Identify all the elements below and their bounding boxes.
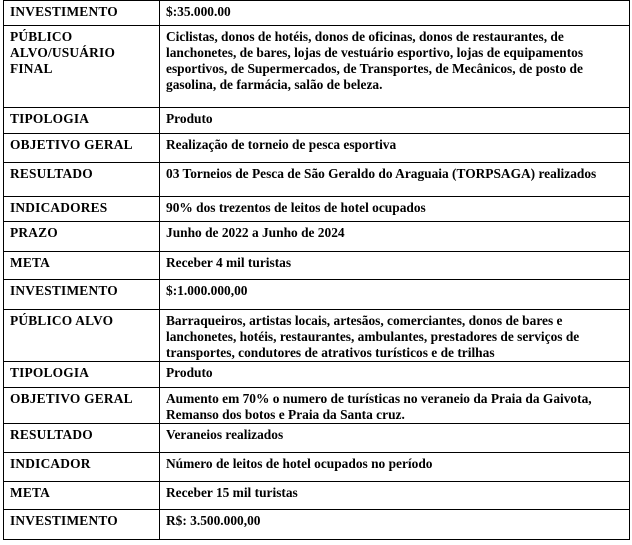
row-value: Veraneios realizados xyxy=(160,424,630,453)
row-label: RESULTADO xyxy=(4,424,160,453)
table-row xyxy=(4,424,630,453)
row-label: META xyxy=(4,252,160,280)
row-value: $:1.000.000,00 xyxy=(160,280,630,310)
table-row xyxy=(4,388,630,424)
row-value: Número de leitos de hotel ocupados no período xyxy=(160,453,630,482)
table-row xyxy=(4,310,630,362)
table-row xyxy=(4,1,630,26)
row-label: RESULTADO xyxy=(4,163,160,197)
row-value: Receber 15 mil turistas xyxy=(160,482,630,510)
row-label: PRAZO xyxy=(4,222,160,252)
row-label: PÚBLICO ALVO/USUÁRIO FINAL xyxy=(4,26,160,108)
row-label: INVESTIMENTO xyxy=(4,280,160,310)
table-row xyxy=(4,453,630,482)
row-label: INVESTIMENTO xyxy=(4,510,160,540)
row-label: TIPOLOGIA xyxy=(4,362,160,388)
row-value: Receber 4 mil turistas xyxy=(160,252,630,280)
row-value: Junho de 2022 a Junho de 2024 xyxy=(160,222,630,252)
table-row xyxy=(4,252,630,280)
row-value: Produto xyxy=(160,362,630,388)
row-label: OBJETIVO GERAL xyxy=(4,134,160,163)
row-value: Realização de torneio de pesca esportiva xyxy=(160,134,630,163)
row-value: Aumento em 70% o numero de turísticas no veraneio da Praia da Gaivota, Remanso dos botos e Praia da Santa cruz. xyxy=(160,388,630,424)
row-value: Produto xyxy=(160,108,630,134)
table-row xyxy=(4,197,630,222)
table-row xyxy=(4,163,630,197)
table-row xyxy=(4,108,630,134)
table-row xyxy=(4,280,630,310)
row-label: INVESTIMENTO xyxy=(4,1,160,26)
row-label: INDICADOR xyxy=(4,453,160,482)
project-table xyxy=(3,0,630,540)
row-value: $:35.000.00 xyxy=(160,1,630,26)
row-label: META xyxy=(4,482,160,510)
row-label: OBJETIVO GERAL xyxy=(4,388,160,424)
table-row xyxy=(4,362,630,388)
table-row xyxy=(4,222,630,252)
row-label: PÚBLICO ALVO xyxy=(4,310,160,362)
row-value: 90% dos trezentos de leitos de hotel ocupados xyxy=(160,197,630,222)
row-value: Ciclistas, donos de hotéis, donos de oficinas, donos de restaurantes, de lanchonetes, de bares, lojas de vestuário esportivo, lojas de equipamentos esportivos, de Supermercados, de Transportes, de Mecânicos, de posto de gasolina, de farmácia, salão de beleza. xyxy=(160,26,630,108)
row-label: TIPOLOGIA xyxy=(4,108,160,134)
row-value: R$: 3.500.000,00 xyxy=(160,510,630,540)
table-row xyxy=(4,482,630,510)
row-value: Barraqueiros, artistas locais, artesãos, comerciantes, donos de bares e lanchonetes, hotéis, restaurantes, ambulantes, prestadores de serviços de transportes, condutores de atrativos turísticos e de trilhas xyxy=(160,310,630,362)
table-row xyxy=(4,26,630,108)
table-row xyxy=(4,510,630,540)
table-row xyxy=(4,134,630,163)
row-label: INDICADORES xyxy=(4,197,160,222)
row-value: 03 Torneios de Pesca de São Geraldo do Araguaia (TORPSAGA) realizados xyxy=(160,163,630,197)
